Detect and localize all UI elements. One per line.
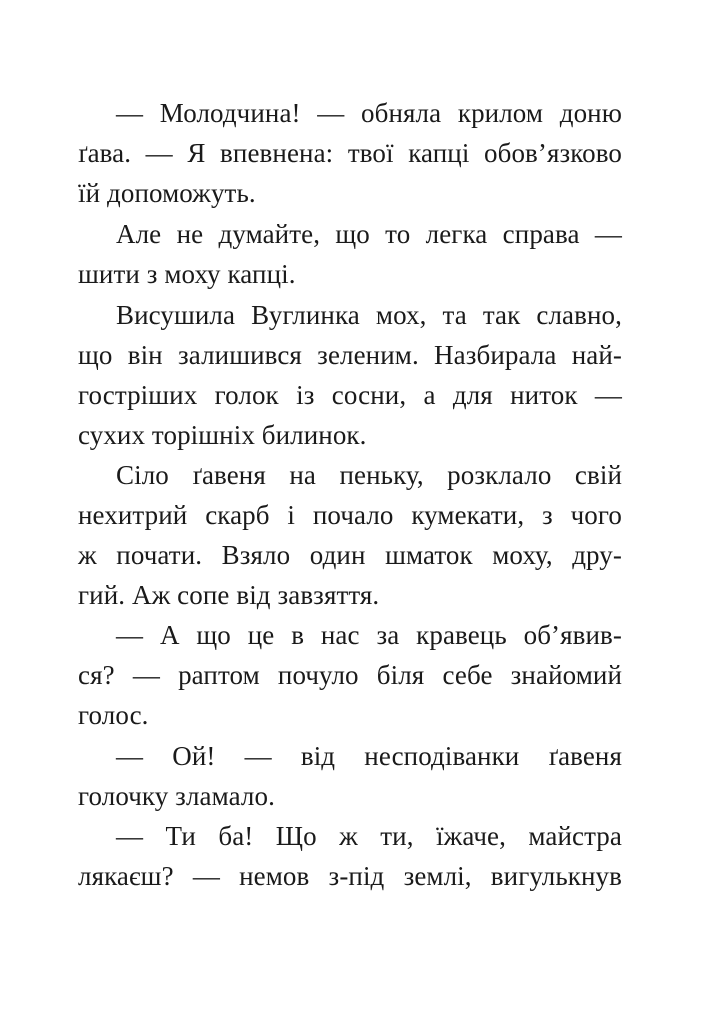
text-line: що він залишився зеленим. Назбирала най-	[78, 340, 622, 370]
text-line: — Ой! — від несподіванки ґавеня	[116, 741, 622, 771]
text-line: — Молодчина! — обняла крилом доню	[116, 98, 622, 128]
text-line: шити з моху капці.	[78, 259, 296, 289]
text-line: ґава. — Я впевнена: твої капці обов’язково	[78, 138, 622, 168]
text-line: нехитрий скарб і почало кумекати, з чого	[78, 500, 622, 530]
text-line: лякаєш? — немов з-під землі, вигулькнув	[78, 861, 622, 891]
text-line: Сіло ґавеня на пеньку, розклало свій	[116, 460, 622, 490]
text-line: — А що це в нас за кравець об’явив-	[116, 620, 622, 650]
book-page-text	[78, 0, 622, 1011]
text-line: ж почати. Взяло один шматок моху, дру-	[78, 540, 622, 570]
text-line: голочку зламало.	[78, 781, 275, 811]
text-line: гостріших голок із сосни, а для ниток —	[78, 380, 622, 410]
text-line: голос.	[78, 700, 149, 730]
text-line: Але не думайте, що то легка справа —	[116, 219, 622, 249]
text-line: гий. Аж сопе від завзяття.	[78, 580, 380, 610]
text-line: — Ти ба! Що ж ти, їжаче, майстра	[116, 821, 622, 851]
text-line: Висушила Вуглинка мох, та так славно,	[116, 300, 622, 330]
text-line: сухих торішніх билинок.	[78, 420, 367, 450]
text-line: ся? — раптом почуло біля себе знайомий	[78, 660, 622, 690]
text-line: їй допоможуть.	[78, 178, 256, 208]
